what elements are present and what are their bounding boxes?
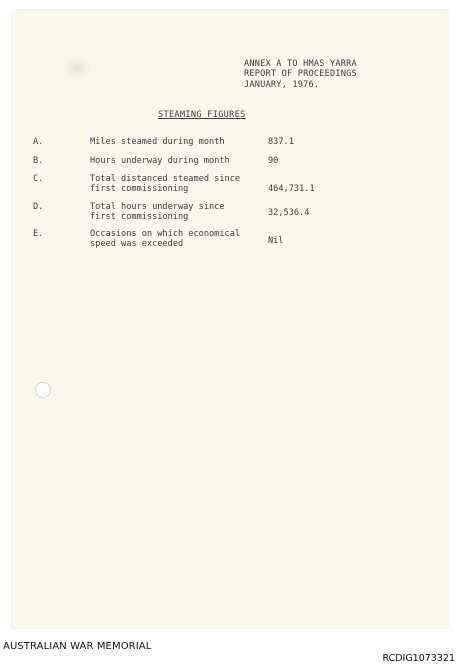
document-title: STEAMING FIGURES [158,110,246,120]
row-letter: A. [33,137,44,147]
archive-footer [0,636,460,666]
annex-line-3: JANUARY, 1976. [244,79,320,90]
row-value: 464,731.1 [268,184,315,194]
row-description-line-2: first commissioning [90,184,189,195]
annex-header [244,59,357,90]
row-description [90,202,270,222]
institution-name: AUSTRALIAN WAR MEMORIAL [3,641,152,652]
annex-line-2: REPORT OF PROCEEDINGS [244,69,357,80]
punch-hole [35,382,51,398]
row-description-line-2: first commissioning [90,212,189,223]
row-description-line-1: Miles steamed during month [90,137,225,147]
row-value: 90 [268,156,279,166]
row-letter: E. [33,229,44,239]
row-value: Nil [268,236,284,246]
row-description [90,174,270,194]
row-description-line-2: speed was exceeded [90,239,184,250]
row-description [90,137,270,147]
row-description [90,156,270,166]
row-value: 32,536.4 [268,208,310,218]
row-description-line-1: Occasions on which economical [90,229,241,239]
annex-line-1: ANNEX A TO HMAS YARRA [244,59,357,69]
row-description-line-1: Total hours underway since [90,202,225,212]
row-letter: B. [33,156,44,166]
row-letter: C. [33,174,44,184]
document-reference: RCDIG1073321 [382,653,455,664]
row-description-line-1: Hours underway during month [90,156,230,166]
row-description [90,229,270,249]
document-page [12,10,448,628]
row-letter: D. [33,202,44,212]
row-description-line-1: Total distanced steamed since [90,174,241,184]
paper-crease [62,56,92,80]
row-value: 837.1 [268,137,294,147]
